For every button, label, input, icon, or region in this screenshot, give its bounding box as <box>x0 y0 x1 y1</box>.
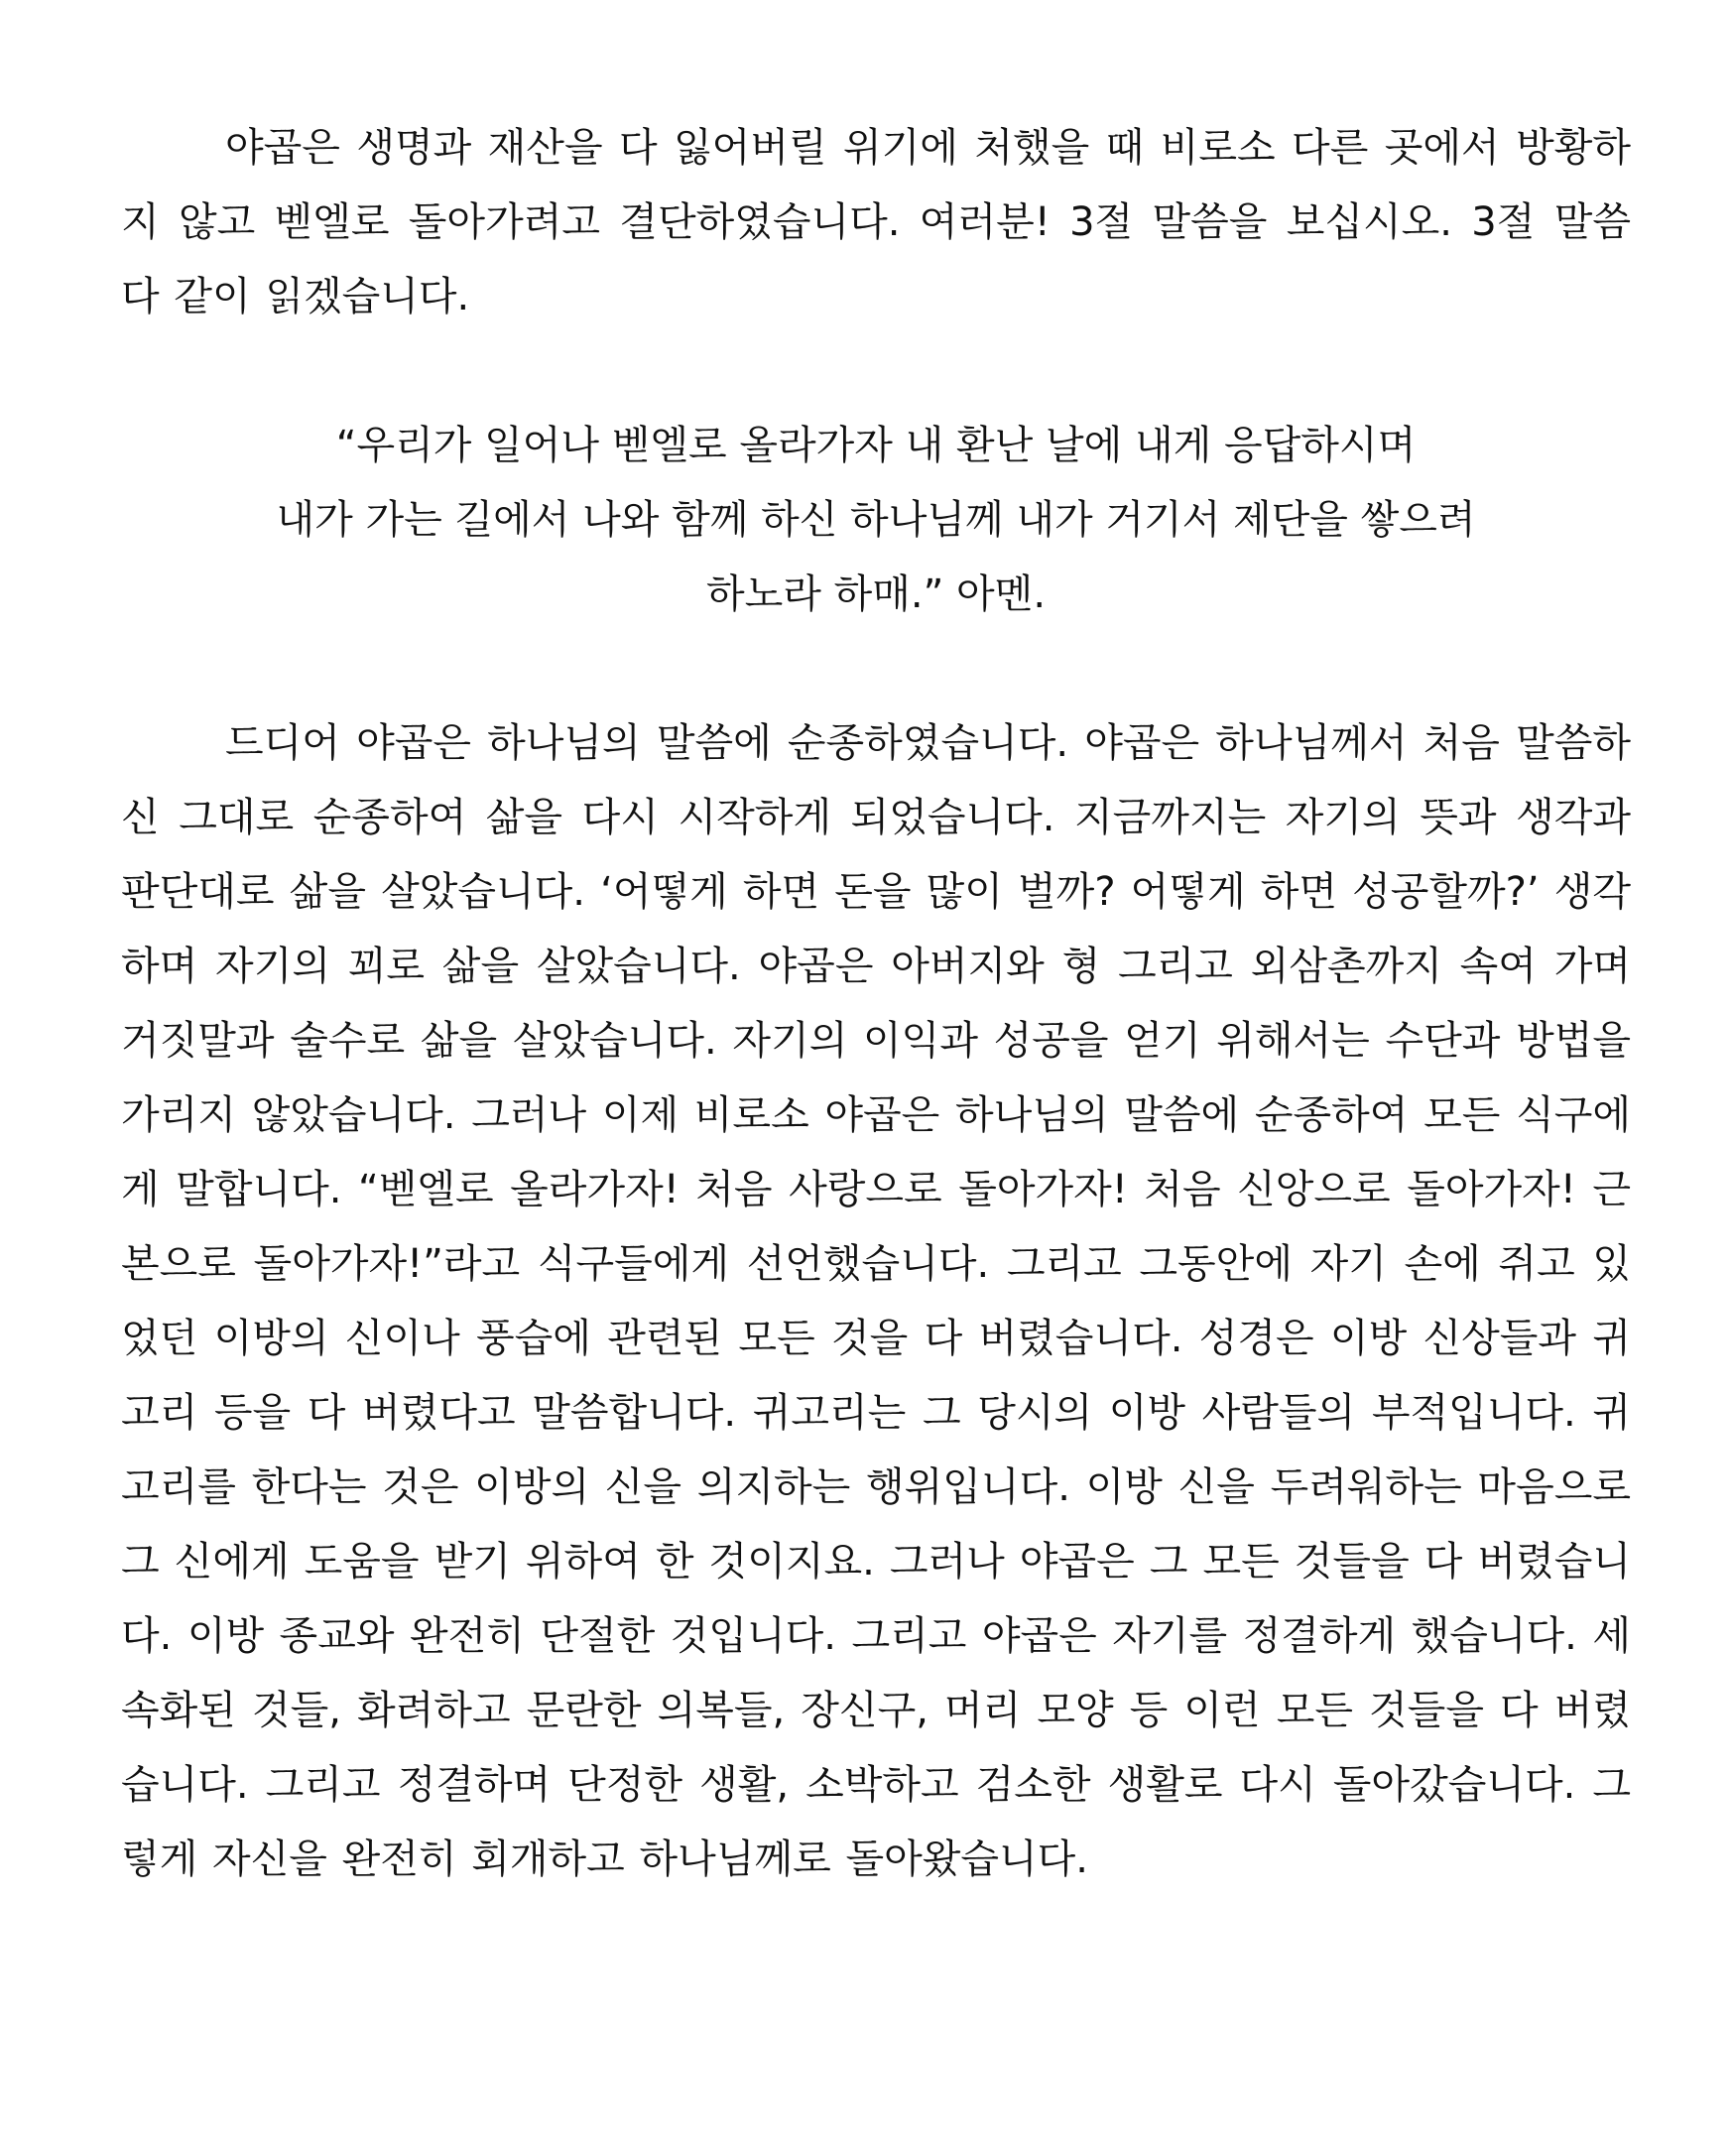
quote-line-2: 내가 가는 길에서 나와 함께 하신 하나님께 내가 거기서 제단을 쌓으려 <box>276 497 1476 543</box>
quote-line-3: 하노라 하매.” 아멘. <box>705 571 1047 617</box>
paragraph-body: 드디어 야곱은 하나님의 말씀에 순종하였습니다. 야곱은 하나님께서 처음 말씀하신 그대로 순종하여 삶을 다시 시작하게 되었습니다. 지금까지는 자기의 뜻과 생각과 판단대로 삶을 살았습니다. ‘어떻게 하면 돈을 많이 벌까? 어떻게 하면 성공할까?’ 생각하며 자기의 꾀로 삶을 살았습니다. 야곱은 아버지와 형 그리고 외삼촌까지 속여 가며 거짓말과 술수로 삶을 살았습니다. 자기의 이익과 성공을 얻기 위해서는 수단과 방법을 가리지 않았습니다. 그러나 이제 비로소 야곱은 하나님의 말씀에 순종하여 모든 식구에게 말합니다. “벧엘로 올라가자! 처음 사랑으로 돌아가자! 처음 신앙으로 돌아가자! 근본으로 돌아가자!”라고 식구들에게 선언했습니다. 그리고 그동안에 자기 손에 쥐고 있었던 이방의 신이나 풍습에 관련된 모든 것을 다 버렸습니다. 성경은 이방 신상들과 귀고리 등을 다 버렸다고 말씀합니다. 귀고리는 그 당시의 이방 사람들의 부적입니다. 귀고리를 한다는 것은 이방의 신을 의지하는 행위입니다. 이방 신을 두려워하는 마음으로 그 신에게 도움을 받기 위하여 한 것이지요. 그러나 야곱은 그 모든 것들을 다 버렸습니다. 이방 종교와 완전히 단절한 것입니다. 그리고 야곱은 자기를 정결하게 했습니다. 세속화된 것들, 화려하고 문란한 의복들, 장신구, 머리 모양 등 이런 모든 것들을 다 버렸습니다. 그리고 정결하며 단정한 생활, 소박하고 검소한 생활로 다시 돌아갔습니다. 그렇게 자신을 완전히 회개하고 하나님께로 돌아왔습니다. <box>121 720 1631 1882</box>
document-page <box>121 111 1631 1897</box>
paragraph-intro: 야곱은 생명과 재산을 다 잃어버릴 위기에 처했을 때 비로소 다른 곳에서 방황하지 않고 벧엘로 돌아가려고 결단하였습니다. 여러분! 3절 말씀을 보십시오. 3절 말씀 다 같이 읽겠습니다. <box>121 125 1631 319</box>
scripture-quote <box>121 409 1631 632</box>
quote-line-1: “우리가 일어나 벧엘로 올라가자 내 환난 날에 내게 응답하시며 <box>335 423 1417 468</box>
